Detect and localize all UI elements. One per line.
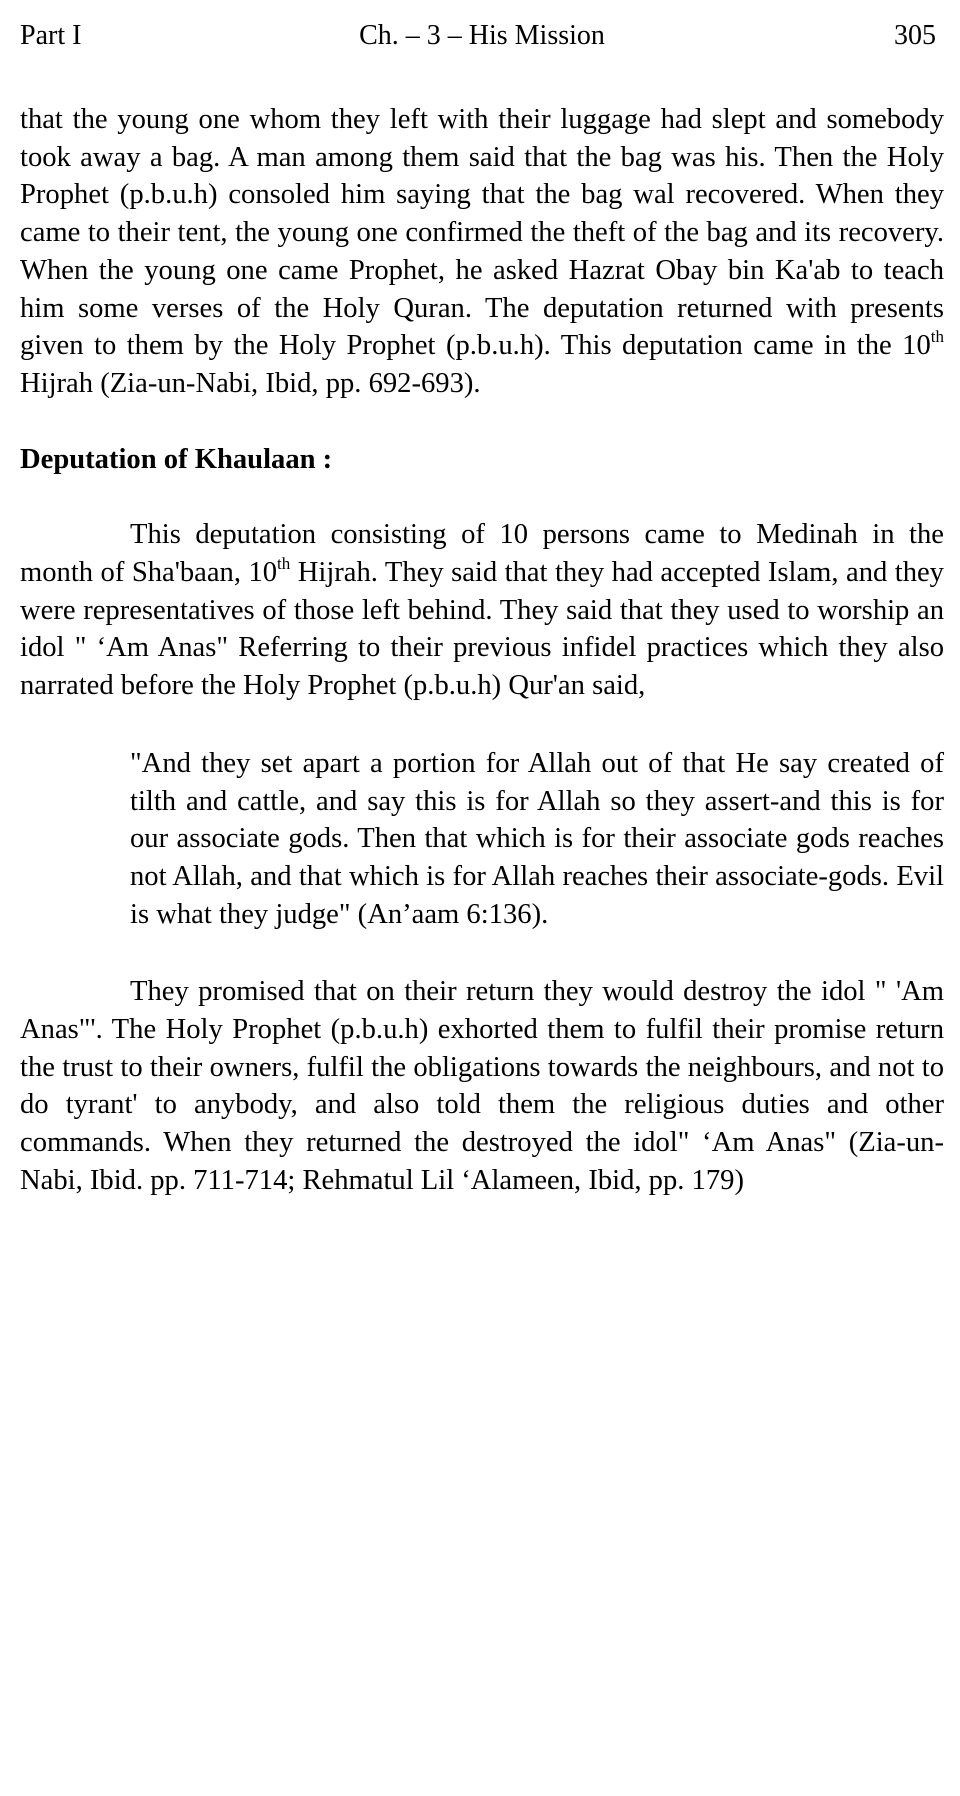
paragraph-1 — [20, 101, 944, 403]
header-part-label: Part I — [20, 20, 82, 51]
page-header — [20, 0, 944, 60]
ordinal-superscript: th — [277, 553, 291, 573]
paragraph-2-text-a: This deputation consisting of 10 persons came to Medinah in the month of Sha'baan, 10 — [20, 519, 944, 589]
paragraph-1-text-a: that the young one whom they left with their luggage had slept and somebody took away a bag. A man among them said that the bag was his. Then the Holy Prophet (p.b.u.h) consoled him saying that the bag wal recovered. When they came to their tent, the young one confirmed the theft of the bag and its recovery. When the young one came Prophet, he asked Hazrat Obay bin Ka'ab to teach him some verses of the Holy Quran. The deputation returned with presents given to them by the Holy Prophet (p.b.u.h). This deputation came in the 10 — [20, 104, 944, 362]
header-chapter-title: Ch. – 3 – His Mission — [359, 20, 605, 51]
paragraph-3: They promised that on their return they would destroy the idol " 'Am Anas"'. The Holy Prophet (p.b.u.h) exhorted them to fulfil their promise return the trust to their owners, fulfil the obligations towards the neighbours, and not to do tyrant' to anybody, and also told them the religious duties and other commands. When they returned the destroyed the idol" ‘Am Anas" (Zia-un-Nabi, Ibid. pp. 711-714; Rehmatul Lil ‘Alameen, Ibid, pp. 179) — [20, 976, 944, 1196]
ordinal-superscript: th — [930, 326, 944, 346]
paragraph-1-text-b: Hijrah (Zia-un-Nabi, Ibid, pp. 692-693). — [20, 367, 481, 399]
block-quote: "And they set apart a portion for Allah out of that He say created of tilth and cattle, and say this is for Allah so they assert-and this is for our associate gods. Then that which is for their associate gods reaches not Allah, and that which is for Allah reaches their associate-gods. Evil is what they judge" (An’aam 6:136). — [130, 747, 944, 930]
paragraph-2-text-b: Hijrah. They said that they had accepted Islam, and they were representatives of those left behind. They said that they used to worship an idol " ‘Am Anas" Referring to their previous infidel practices which they also narrated before the Holy Prophet (p.b.u.h) Qur'an said, — [20, 557, 944, 702]
document-page — [20, 0, 944, 1200]
page-number: 305 — [894, 20, 936, 51]
paragraph-2 — [20, 516, 944, 705]
section-heading: Deputation of Khaulaan : — [20, 443, 333, 475]
